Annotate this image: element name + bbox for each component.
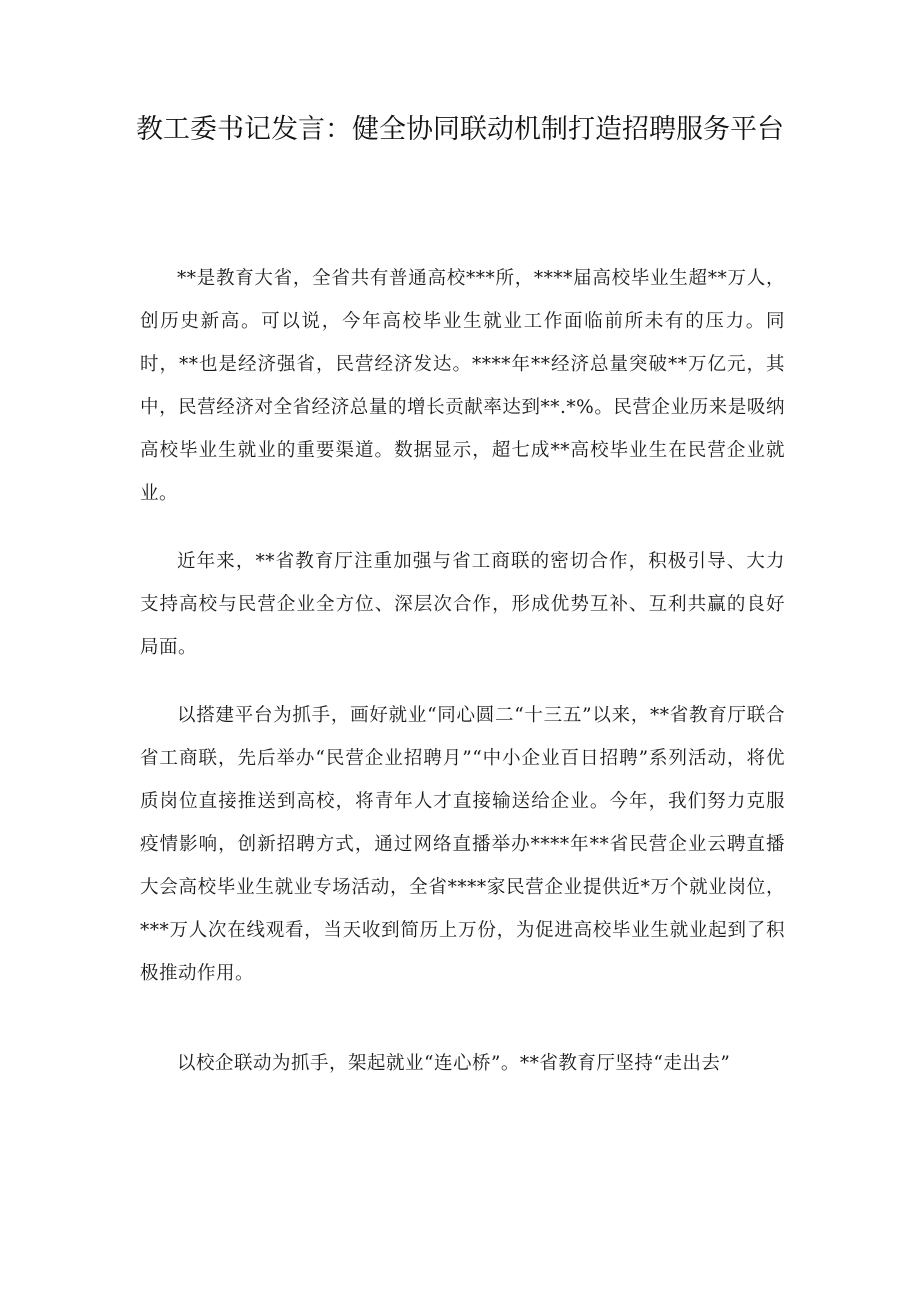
paragraph-3: 以搭建平台为抓手，画好就业“同心圆二“十三五”以来，**省教育厅联合省工商联，先后举办“民营企业招聘月”“中小企业百日招聘”系列活动，将优质岗位直接推送到高校，将青年人才直接输送给企业。今年，我们努力克服疫情影响，创新招聘方式，通过网络直播举办****年**省民营企业云聘直播大会高校毕业生就业专场活动，全省****家民营企业提供近*万个就业岗位，***万人次在线观看，当天收到简历上万份，为促进高校毕业生就业起到了积极推动作用。 xyxy=(140,705,785,984)
paragraph-4: 以校企联动为抓手，架起就业“连心桥”。**省教育厅坚持“走出去” xyxy=(177,1053,731,1074)
document-title: 教工委书记发言：健全协同联动机制打造招聘服务平台 xyxy=(136,114,784,145)
paragraph-1: **是教育大省，全省共有普通高校***所，****届高校毕业生超**万人，创历史新高。可以说，今年高校毕业生就业工作面临前所未有的压力。同时，**也是经济强省，民营经济发达。****年**经济总量突破**万亿元，其中，民营经济对全省经济总量的增长贡献率达到**.*%。民营企业历来是吸纳高校毕业生就业的重要渠道。数据显示，超七成**高校毕业生在民营企业就业。 xyxy=(140,268,785,504)
document-body xyxy=(140,257,785,1085)
paragraph-2: 近年来，**省教育厅注重加强与省工商联的密切合作，积极引导、大力支持高校与民营企业全方位、深层次合作，形成优势互补、互利共赢的良好局面。 xyxy=(140,551,785,658)
